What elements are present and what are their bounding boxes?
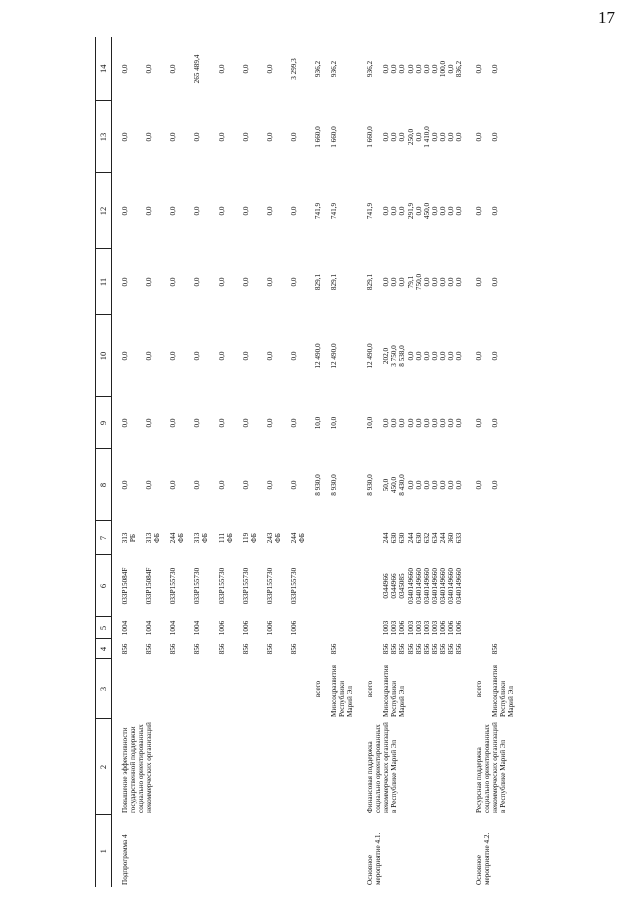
cell: 10,0 xyxy=(314,416,322,430)
cell: 033P15084F xyxy=(121,567,129,605)
cell: 741,9 xyxy=(314,202,322,220)
cell: 3 299,3 xyxy=(289,58,298,80)
cell: 829,1 xyxy=(314,273,322,291)
cell: 8 930,0 xyxy=(366,474,375,496)
cell: 313 РБ xyxy=(121,532,138,544)
cell: 0,0 xyxy=(241,277,250,287)
cell: 0,0 0,0 0,0 79,1 750,0 0,0 0,0 0,0 0,0 0,0 xyxy=(382,273,463,291)
cell: 1004 xyxy=(121,620,129,636)
cell: 0,0 xyxy=(265,480,274,490)
cell: 1006 xyxy=(217,620,226,636)
cell: 50,0 450,0 8 430,0 0,0 0,0 0,0 0,0 0,0 0,0 0,0 xyxy=(382,474,463,496)
activity-title: Финансовая поддержка социально ориентированных некоммерческих организаций в Республике Марий Эл xyxy=(366,722,399,813)
column-header-10: 10 xyxy=(96,315,112,397)
cell: 0,0 xyxy=(169,418,178,428)
cell: 0,0 xyxy=(265,351,274,361)
cell: 741,9 xyxy=(330,202,339,220)
cell: 741,9 xyxy=(366,202,375,220)
cell: 1004 xyxy=(169,620,178,636)
cell: всего xyxy=(474,680,483,698)
cell xyxy=(213,659,237,719)
cell: 0,0 xyxy=(474,132,483,142)
cell xyxy=(357,639,377,659)
cell: 0,0 xyxy=(193,277,202,287)
cell: 0,0 0,0 0,0 0,0 0,0 0,0 0,0 0,0 0,0 0,0 xyxy=(382,418,463,428)
cell: 244 ФБ xyxy=(169,532,186,544)
cell: 202,0 3 750,0 8 538,0 0,0 0,0 0,0 0,0 0,0 0,0 0,0 xyxy=(382,345,463,367)
cell: 856 xyxy=(169,643,178,655)
cell: Минсоцразвития Республики Марий Эл xyxy=(382,665,407,717)
cell: Минсоцразвития Республики Марий Эл xyxy=(491,665,516,717)
cell: 0,0 xyxy=(241,418,250,428)
cell: 829,1 xyxy=(366,273,375,291)
cell: 0,0 xyxy=(491,206,499,216)
cell: 265 489,4 xyxy=(193,54,202,84)
cell: 1006 xyxy=(289,620,298,636)
cell: 856 xyxy=(121,643,129,655)
finance-table xyxy=(95,37,518,887)
cell: 0,0 xyxy=(217,64,226,74)
cell xyxy=(466,617,486,639)
cell: 0,0 xyxy=(241,64,250,74)
cell: 0,0 xyxy=(193,206,202,216)
cell xyxy=(357,617,377,639)
cell xyxy=(466,555,486,617)
cell: 856 xyxy=(265,643,274,655)
cell: 0,0 xyxy=(241,351,250,361)
cell: 0,0 xyxy=(193,480,202,490)
table-row xyxy=(112,37,141,887)
cell: 0,0 xyxy=(217,418,226,428)
table-row xyxy=(357,37,377,887)
cell: 0,0 xyxy=(265,418,274,428)
cell: 0,0 xyxy=(193,132,202,142)
cell: 0,0 0,0 0,0 250,0 0,0 1 410,0 0,0 0,0 0,0 0,0 xyxy=(382,126,463,148)
cell: 12 490,0 xyxy=(366,343,375,369)
column-header-14: 14 xyxy=(96,37,112,101)
cell: 033P155730 xyxy=(241,567,250,605)
cell: 0,0 xyxy=(169,206,178,216)
cell: 033P155730 xyxy=(169,567,178,605)
cell: 0,0 xyxy=(169,132,178,142)
cell: 856 xyxy=(217,643,226,655)
activity-title: Ресурсная поддержка социально ориентированных некоммерческих организаций в Республике Марий Эл xyxy=(474,722,508,813)
cell: 1004 xyxy=(145,620,154,636)
cell xyxy=(466,521,486,555)
cell: 0,0 xyxy=(265,277,274,287)
cell: 0,0 xyxy=(169,351,178,361)
cell: 0,0 xyxy=(491,351,499,361)
cell xyxy=(309,617,325,639)
column-header-7: 7 xyxy=(96,521,112,555)
cell: 856 xyxy=(289,643,298,655)
cell: 0,0 xyxy=(145,418,154,428)
cell: 0,0 0,0 0,0 291,9 0,0 450,0 0,0 0,0 0,0 0,0 xyxy=(382,202,463,220)
cell: 111 ФБ xyxy=(217,532,234,544)
cell: 0,0 xyxy=(289,206,298,216)
cell xyxy=(357,555,377,617)
cell: 936,2 xyxy=(330,60,339,78)
cell: 0,0 xyxy=(121,132,129,142)
cell: 10,0 xyxy=(366,416,375,430)
cell: 0,0 xyxy=(265,206,274,216)
cell: 8 930,0 xyxy=(314,474,322,496)
cell: всего xyxy=(314,680,322,698)
cell: 0,0 xyxy=(217,480,226,490)
cell: 033P155730 xyxy=(193,567,202,605)
cell: 856 856 856 856 856 856 856 856 856 856 xyxy=(382,643,463,655)
column-header-12: 12 xyxy=(96,173,112,249)
cell: 0,0 xyxy=(491,480,499,490)
cell: 0,0 xyxy=(474,206,483,216)
cell: 119 ФБ xyxy=(241,532,258,544)
cell: 313 ФБ xyxy=(145,532,162,544)
cell: 0,0 0,0 0,0 0,0 0,0 0,0 0,0 100,0 0,0 836,2 xyxy=(382,60,463,78)
cell: 243 ФБ xyxy=(265,532,282,544)
cell: 033P155730 xyxy=(265,567,274,605)
column-header-3: 3 xyxy=(96,659,112,719)
cell: 8 930,0 xyxy=(330,474,339,496)
cell: 0,0 xyxy=(145,480,154,490)
cell xyxy=(164,659,188,719)
column-header-13: 13 xyxy=(96,101,112,173)
column-header-9: 9 xyxy=(96,397,112,449)
cell: 12 490,0 xyxy=(330,343,339,369)
cell: Минсоцразвития Республики Марий Эл xyxy=(330,665,355,717)
cell: 0,0 xyxy=(169,480,178,490)
cell: 0,0 xyxy=(474,480,483,490)
cell: 0344966 0344966 0345085 0340149660 0340149660 0340149660 0340149660 0340149660 0340149660 0340149660 xyxy=(382,568,463,604)
cell: 0,0 xyxy=(193,418,202,428)
cell: 856 xyxy=(330,643,339,655)
cell xyxy=(486,521,518,555)
cell: 244 ФБ xyxy=(289,532,306,544)
cell: 0,0 xyxy=(121,418,129,428)
cell: 0,0 xyxy=(145,64,154,74)
cell: 0,0 xyxy=(289,418,298,428)
cell: 1 660,0 xyxy=(314,126,322,148)
cell: 0,0 xyxy=(491,277,499,287)
cell: 1003 1003 1006 1003 1003 1003 1003 1006 1006 1006 xyxy=(382,620,463,636)
cell: 033P155730 xyxy=(217,567,226,605)
column-header-2: 2 xyxy=(96,719,112,815)
page-content xyxy=(95,37,525,887)
cell: 0,0 xyxy=(474,418,483,428)
activity-name: Основное мероприятие 4.1. xyxy=(366,832,383,885)
cell xyxy=(309,639,325,659)
cell: 0,0 xyxy=(241,206,250,216)
cell: 0,0 xyxy=(289,480,298,490)
cell: 0,0 xyxy=(474,64,483,74)
column-header-6: 6 xyxy=(96,555,112,617)
activity-name: Основное мероприятие 4.2. xyxy=(474,832,491,885)
cell: 244 630 630 244 630 632 634 244 360 633 xyxy=(382,532,463,544)
cell: 829,1 xyxy=(330,273,339,291)
column-header-5: 5 xyxy=(96,617,112,639)
cell: 033P15084F xyxy=(145,567,154,605)
cell xyxy=(309,521,325,555)
cell: 856 xyxy=(145,643,154,655)
cell: 0,0 xyxy=(289,277,298,287)
cell: 0,0 xyxy=(491,132,499,142)
cell: 12 490,0 xyxy=(314,343,322,369)
cell: 033P155730 xyxy=(289,567,298,605)
cell xyxy=(486,617,518,639)
cell: 0,0 xyxy=(121,277,129,287)
cell xyxy=(237,659,261,719)
cell: 0,0 xyxy=(121,206,129,216)
cell: 0,0 xyxy=(289,132,298,142)
cell: 0,0 xyxy=(145,206,154,216)
cell xyxy=(188,659,212,719)
cell: 856 xyxy=(241,643,250,655)
cell: 0,0 xyxy=(169,277,178,287)
cell: 0,0 xyxy=(217,351,226,361)
cell: 0,0 xyxy=(145,132,154,142)
cell: всего xyxy=(366,680,375,698)
cell: 1004 xyxy=(193,620,202,636)
cell: 0,0 xyxy=(474,351,483,361)
cell: 0,0 xyxy=(217,277,226,287)
cell xyxy=(261,659,285,719)
cell: 1006 xyxy=(265,620,274,636)
cell: 0,0 xyxy=(121,64,129,74)
cell: 936,2 xyxy=(366,60,375,78)
column-header-1: 1 xyxy=(96,815,112,887)
cell: 0,0 xyxy=(217,206,226,216)
cell: 0,0 xyxy=(289,351,298,361)
cell xyxy=(486,555,518,617)
cell xyxy=(140,659,164,719)
cell: 0,0 xyxy=(121,351,129,361)
program-name: Подпрограмма 4 xyxy=(121,834,129,885)
cell: 10,0 xyxy=(330,416,339,430)
cell xyxy=(325,521,357,555)
column-header-11: 11 xyxy=(96,249,112,315)
cell: 856 xyxy=(491,643,499,655)
cell: 856 xyxy=(193,643,202,655)
cell: 0,0 xyxy=(491,418,499,428)
cell xyxy=(466,639,486,659)
column-header-8: 8 xyxy=(96,449,112,521)
header-row xyxy=(96,37,112,887)
cell: 1 660,0 xyxy=(330,126,339,148)
cell: 936,2 xyxy=(314,60,322,78)
cell: 1006 xyxy=(241,620,250,636)
cell xyxy=(112,659,141,719)
program-title: Повышение эффективности государственной поддержки социально ориентированных некоммерческих организаций xyxy=(121,722,154,813)
cell: 1 660,0 xyxy=(366,126,375,148)
cell xyxy=(325,617,357,639)
cell: 0,0 xyxy=(121,480,129,490)
cell: 0,0 xyxy=(193,351,202,361)
rotated-table-wrapper xyxy=(95,37,525,887)
cell: 0,0 xyxy=(265,64,274,74)
page-number: 17 xyxy=(598,8,615,27)
cell: 0,0 xyxy=(474,277,483,287)
cell: 313 ФБ xyxy=(193,532,210,544)
cell xyxy=(357,521,377,555)
column-header-4: 4 xyxy=(96,639,112,659)
cell: 0,0 xyxy=(169,64,178,74)
cell xyxy=(325,555,357,617)
cell: 0,0 xyxy=(145,351,154,361)
cell: 0,0 xyxy=(241,132,250,142)
cell: 0,0 xyxy=(265,132,274,142)
cell: 0,0 xyxy=(145,277,154,287)
cell: 0,0 xyxy=(241,480,250,490)
cell: 0,0 xyxy=(491,64,499,74)
cell xyxy=(309,555,325,617)
cell: 0,0 xyxy=(217,132,226,142)
table-row xyxy=(466,37,486,887)
cell xyxy=(285,659,309,719)
